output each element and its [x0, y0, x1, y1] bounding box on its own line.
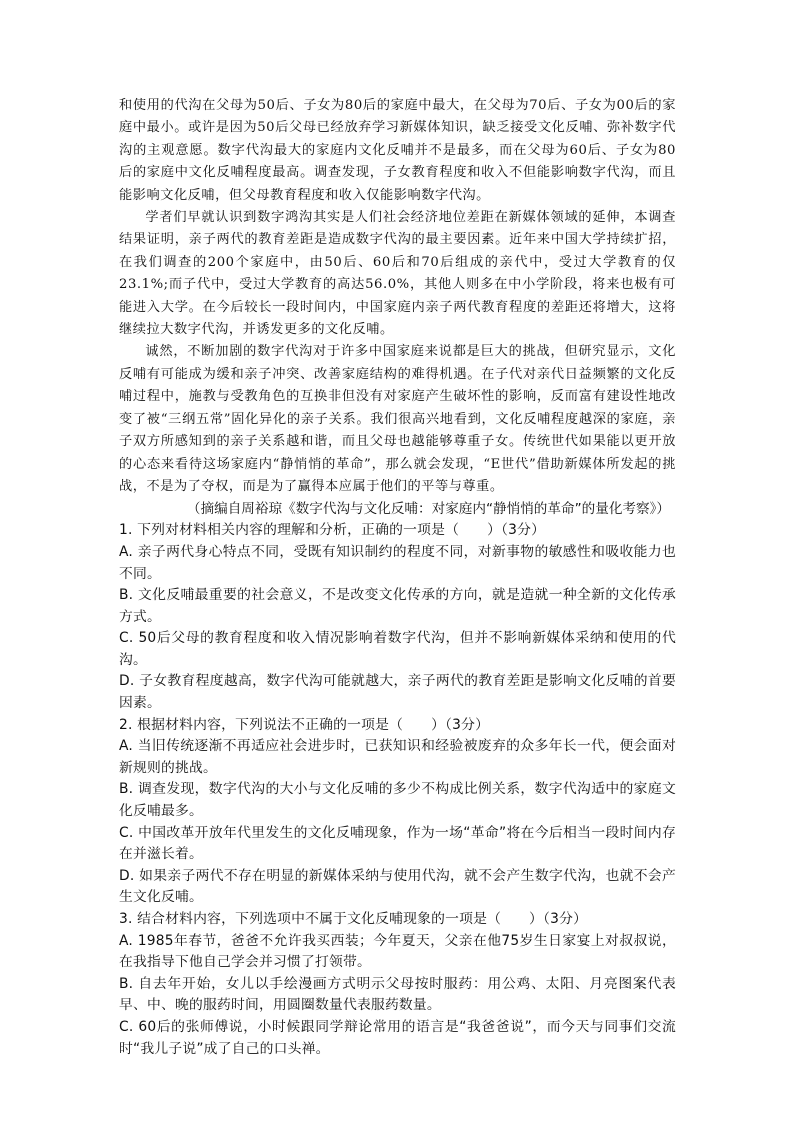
option-c: C. 60后的张师傅说，小时候跟同学辩论常用的语言是“我爸爸说”，而今天与同事们交流时“我儿子说”成了自己的口头禅。: [119, 1018, 676, 1057]
question-3: [119, 909, 676, 1060]
option-d: D. 子女教育程度越高，数字代沟可能就越大，亲子两代的教育差距是影响文化反哺的首要因素。: [119, 673, 676, 712]
option-a: A. 1985年春节，爸爸不允许我买西装；今年夏天，父亲在他75岁生日家宴上对叔叔说，在我指导下他自己学会并习惯了打领带。: [119, 932, 676, 971]
option-a: A. 当旧传统逐渐不再适应社会进步时，已获知识和经验被废弃的众多年长一代，便会面对新规则的挑战。: [119, 738, 676, 776]
passage-paragraph-1: 和使用的代沟在父母为50后、子女为80后的家庭中最大，在父母为70后、子女为00后的家庭中最小。或许是因为50后父母已经放弃学习新媒体知识，缺乏接受文化反哺、弥补数字代沟的主观意愿。数字代沟最大的家庭内文化反哺并不是最多，而在父母为60后、子女为80后的家庭中文化反哺程度最高。调查发现，子女教育程度和收入不但能影响数字代沟，而且能影响文化反哺，但父母教育程度和收入仅能影响数字代沟。: [119, 98, 676, 203]
question-stem: 3. 结合材料内容，下列选项中不属于文化反哺现象的一项是（ ）（3分）: [119, 911, 588, 927]
passage-source: （摘编自周裕琼《数字代沟与文化反哺：对家庭内“静悄悄的革命”的量化考察》）: [186, 501, 670, 518]
passage-paragraph-2: 学者们早就认识到数字鸿沟其实是人们社会经济地位差距在新媒体领域的延伸，本调查结果证明，亲子两代的教育差距是造成数字代沟的最主要因素。近年来中国大学持续扩招，在我们调查的200个家庭中，由50后、60后和70后组成的亲代中，受过大学教育的仅23.1%;而子代中，受过大学教育的高达56.0%，其他人则多在中小学阶段，将来也极有可能进入大学。在今后较长一段时间内，中国家庭内亲子两代教育程度的差距还将增大，这将继续拉大数字代沟，并诱发更多的文化反哺。: [119, 210, 676, 338]
option-d: D. 如果亲子两代不存在明显的新媒体采纳与使用代沟，就不会产生数字代沟，也就不会产生文化反哺。: [119, 867, 676, 906]
question-1: [119, 520, 676, 714]
question-2: [119, 715, 676, 909]
question-stem: 1. 下列对材料相关内容的理解和分析，正确的一项是（ ）（3分）: [119, 522, 546, 539]
option-c: C. 50后父母的教育程度和收入情况影响着数字代沟，但并不影响新媒体采纳和使用的代沟。: [119, 630, 676, 668]
option-c: C. 中国改革开放年代里发生的文化反哺现象，作为一场“革命”将在今后相当一段时间内存在并滋长着。: [119, 824, 676, 863]
option-a: A. 亲子两代身心特点不同，受既有知识制约的程度不同，对新事物的敏感性和吸收能力也不同。: [119, 543, 676, 582]
option-b: B. 调查发现，数字代沟的大小与文化反哺的多少不构成比例关系，数字代沟适中的家庭文化反哺最多。: [119, 781, 676, 820]
question-stem: 2. 根据材料内容，下列说法不正确的一项是（ ）（3分）: [119, 716, 490, 733]
passage-paragraph-3: 诚然，不断加剧的数字代沟对于许多中国家庭来说都是巨大的挑战，但研究显示，文化反哺有可能成为缓和亲子冲突、改善家庭结构的难得机遇。在子代对亲代日益频繁的文化反哺过程中，施教与受教角色的互换非但没有对家庭产生破坏性的影响，反而富有建设性地改变了被“三纲五常”固化异化的亲子关系。我们很高兴地看到，文化反哺程度越深的家庭，亲子双方所感知到的亲子关系越和谐，而且父母也越能够尊重子女。传统世代如果能以更开放的心态来看待这场家庭内“静悄悄的革命”，那么就会发现，“E世代”借助新媒体所发起的挑战，不是为了夺权，而是为了赢得本应属于他们的平等与尊重。: [119, 344, 676, 494]
option-b: B. 文化反哺最重要的社会意义，不是改变文化传承的方向，就是造就一种全新的文化传承方式。: [119, 587, 676, 625]
option-b: B. 自去年开始，女儿以手绘漫画方式明示父母按时服药：用公鸡、太阳、月亮图案代表早、中、晚的服药时间，用圆圈数量代表服药数量。: [119, 975, 676, 1014]
